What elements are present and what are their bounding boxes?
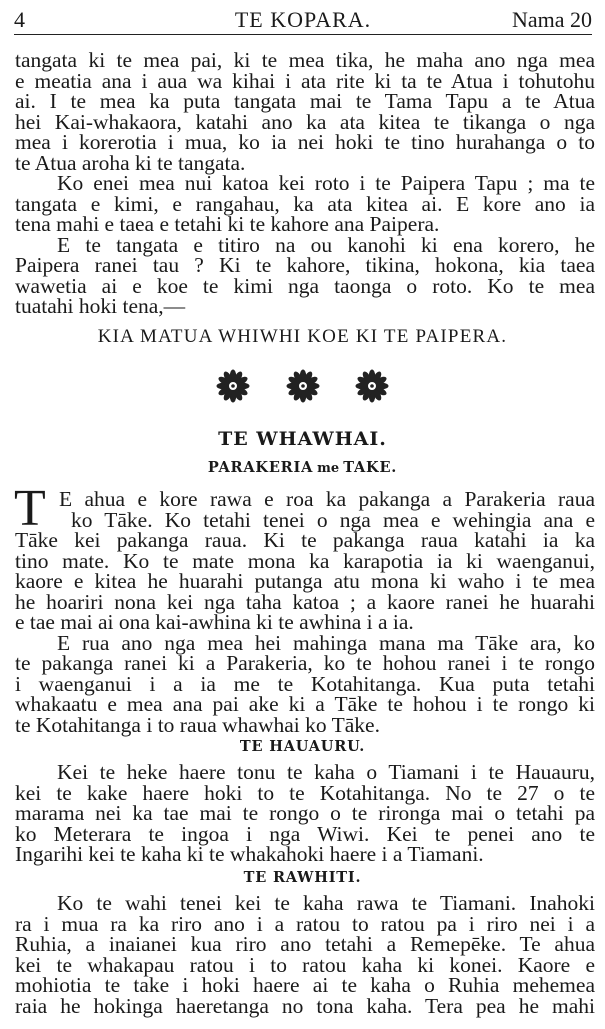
east-text — [15, 893, 595, 1016]
subtitle-right: TAKE. — [343, 459, 398, 476]
text-line: Ingarihi kei te kaha ki te whakahoki haere i a Tiamani. — [15, 842, 484, 866]
text-line: kei te kake haere hoki to te Kotahitanga. No te 27 o te — [15, 780, 595, 805]
text-line: ko Tāke. Ko tetahi tenei o nga mea e wehingia ana e — [71, 507, 595, 532]
page-number: 4 — [14, 7, 25, 32]
text-line: Paipera ranei tau ? Ki te kahore, tikina, hokona, kia taea — [15, 253, 595, 277]
east-section-title: TE RAWHITI. — [243, 869, 362, 886]
text-line: e tae mai ai ona kai-awhina ki te awhina i a ia. — [15, 610, 414, 634]
west-section-title: TE HAUAURU. — [239, 738, 366, 755]
text-line: tangata ki te mea pai, ki te mea tika, he maha ano nga mea — [15, 48, 595, 72]
text-line: marama nei ka tae mai te rongo o te rironga mai o tetahi pa — [15, 801, 595, 825]
text-line: raia he hokinga haeretanga no tona kaha. Tera pea he mahi — [15, 993, 595, 1018]
text-line: Ruhia, a inaianei kua riro ano tetahi a Remepēke. Te ahua — [15, 932, 595, 956]
bible-exhortation: KIA MATUA WHIWHI KOE KI TE PAIPERA. — [97, 326, 508, 347]
war-text — [14, 480, 595, 737]
issue-number: Nama 20 — [511, 7, 592, 32]
intro-text — [15, 50, 595, 317]
text-line: he hoariri nona kei nga taha katoa ; a kaore ranei he huarahi — [15, 589, 595, 614]
flower-ornament-icon — [215, 368, 251, 404]
page-header — [14, 6, 592, 35]
text-line: E rua ano nga mea hei mahinga mana ma Tāke ara, ko — [57, 630, 595, 655]
text-line: te Kotahitanga i to raua whawhai ko Tāke. — [15, 712, 380, 737]
text-line: whakaatu e mea ana pai ake ki a Tāke te hohou i te rongo ki — [15, 692, 595, 716]
text-line: Ko te wahi tenei kei te kaha rawa te Tiamani. Inahoki — [57, 891, 595, 915]
text-line: i waenganui i a ia me te Kotahitanga. Kua puta tetahi — [15, 671, 595, 696]
text-line: ko Meterara te ingoa i nga Wiwi. Kei te penei ano te — [15, 821, 595, 846]
west-text — [15, 762, 595, 865]
drop-cap: T — [14, 480, 46, 537]
text-line: mea i korerotia i mua, ko ia nei hoki te tino hurahanga o to — [15, 130, 595, 154]
subtitle-mid: me — [317, 461, 340, 476]
subtitle-left: PARAKERIA — [207, 459, 314, 476]
text-line: hei Kai-whakaora, katahi ano ka ata kitea te tikanga o nga — [15, 109, 595, 134]
ornament-row — [0, 368, 605, 408]
flower-ornament-icon — [285, 368, 321, 404]
text-line: Kei te heke haere tonu te kaha o Tiamani i te Hauauru, — [57, 760, 595, 784]
text-line: tino mate. Ko te mate mona ka karapotia ia ki waenganui, — [15, 548, 595, 573]
text-line: tangata e kimi, e rangahau, ka ata kitea ai. E kore ano ia — [15, 191, 595, 216]
text-line: Ko enei mea nui katoa kei roto i te Paipera Tapu ; ma te — [57, 171, 595, 195]
text-line: te Atua aroha ki te tangata. — [15, 150, 246, 175]
text-line: E ahua e kore rawa e roa ka pakanga a Parakeria raua — [59, 487, 595, 511]
text-line: tena mahi e taea e tetahi ki te kahore ana Paipera. — [15, 212, 440, 236]
text-line: tuatahi hoki tena,— — [15, 294, 186, 318]
text-line: Tāke kei pakanga raua. Ki te pakanga raua katahi ia ka — [15, 528, 595, 552]
text-line: ai. I te mea ka puta tangata mai te Tama Tapu a te Atua — [15, 89, 595, 113]
text-line: E te tangata e titiro na ou kanohi ki ena korero, he — [57, 232, 595, 257]
text-line: te pakanga ranei ki a Parakeria, ko te hohou ranei i te rongo — [15, 651, 595, 675]
flower-ornament-icon — [354, 368, 390, 404]
war-section-title: TE WHAWHAI. — [218, 428, 387, 450]
text-line: wawetia ai e koe te kimi nga taonga o roto. Ko te mea — [15, 273, 595, 298]
text-line: e meatia ana i aua wa kihai i ata rite ki ta te Atua i tohutohu — [15, 68, 595, 93]
text-line: ra i mua ra ka riro ano i a ratou to ratou pa i riro nei i a — [15, 911, 595, 936]
war-subtitle — [0, 459, 605, 476]
text-line: mohiotia te take i hoki haere ai te kaha o Ruhia mehemea — [15, 973, 595, 997]
text-line: kei te whakapau ratou i to ratou kaha ki konei. Kaore e — [15, 952, 595, 977]
publication-title: TE KOPARA. — [234, 7, 372, 32]
text-line: kaore e kitea he huarahi putanga atu mona ki waho i te mea — [15, 569, 595, 593]
